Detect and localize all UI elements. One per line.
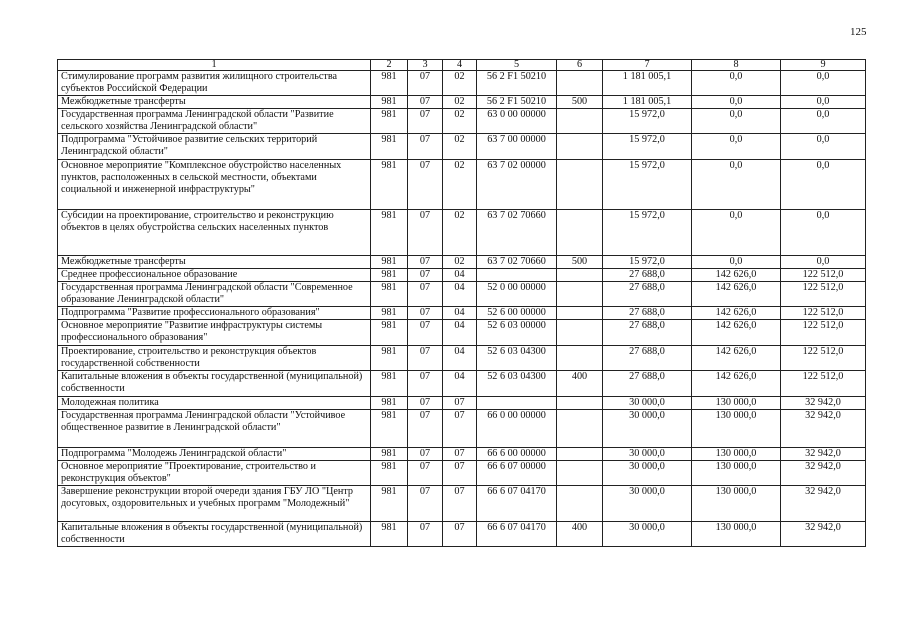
table-row — [58, 320, 866, 346]
row-value-cell — [557, 109, 603, 134]
row-value-cell: 07 — [408, 448, 443, 461]
row-value-cell: 63 7 00 00000 — [477, 134, 557, 160]
row-value-cell: 30 000,0 — [603, 397, 692, 410]
row-value-cell: 981 — [371, 160, 408, 210]
row-name-cell: Государственная программа Ленинградской области "Устойчивое общественное развитие в Ленинградской области" — [58, 410, 371, 448]
header-cell: 1 — [58, 60, 371, 71]
row-value-cell: 07 — [408, 256, 443, 269]
row-value-cell: 0,0 — [692, 96, 781, 109]
row-value-cell: 0,0 — [781, 109, 866, 134]
row-name-cell: Основное мероприятие "Проектирование, строительство и реконструкция объектов" — [58, 461, 371, 486]
row-value-cell: 02 — [443, 96, 477, 109]
row-value-cell: 1 181 005,1 — [603, 96, 692, 109]
row-value-cell: 04 — [443, 269, 477, 282]
row-value-cell: 02 — [443, 160, 477, 210]
row-value-cell — [557, 71, 603, 96]
row-value-cell: 0,0 — [781, 134, 866, 160]
row-value-cell — [557, 410, 603, 448]
row-value-cell: 02 — [443, 109, 477, 134]
row-name-cell: Основное мероприятие "Развитие инфраструктуры системы профессионального образования" — [58, 320, 371, 346]
row-value-cell: 32 942,0 — [781, 461, 866, 486]
row-value-cell: 15 972,0 — [603, 210, 692, 256]
row-name-cell: Среднее профессиональное образование — [58, 269, 371, 282]
row-value-cell — [557, 346, 603, 371]
row-value-cell: 0,0 — [692, 160, 781, 210]
row-value-cell: 130 000,0 — [692, 461, 781, 486]
row-value-cell: 15 972,0 — [603, 160, 692, 210]
row-value-cell: 27 688,0 — [603, 307, 692, 320]
budget-table — [57, 59, 866, 547]
row-value-cell: 07 — [443, 448, 477, 461]
row-value-cell: 981 — [371, 397, 408, 410]
row-value-cell: 30 000,0 — [603, 448, 692, 461]
row-value-cell: 30 000,0 — [603, 486, 692, 522]
row-value-cell — [557, 320, 603, 346]
row-value-cell: 130 000,0 — [692, 410, 781, 448]
row-value-cell — [557, 486, 603, 522]
row-value-cell: 0,0 — [692, 256, 781, 269]
row-value-cell: 500 — [557, 96, 603, 109]
row-value-cell: 981 — [371, 346, 408, 371]
table-row — [58, 486, 866, 522]
header-cell: 4 — [443, 60, 477, 71]
row-value-cell: 142 626,0 — [692, 346, 781, 371]
row-value-cell: 15 972,0 — [603, 109, 692, 134]
row-value-cell: 27 688,0 — [603, 282, 692, 307]
table-row — [58, 71, 866, 96]
row-value-cell: 122 512,0 — [781, 282, 866, 307]
row-value-cell: 0,0 — [692, 210, 781, 256]
row-name-cell: Подпрограмма "Молодежь Ленинградской области" — [58, 448, 371, 461]
row-value-cell: 122 512,0 — [781, 307, 866, 320]
row-value-cell: 63 7 02 70660 — [477, 210, 557, 256]
row-value-cell: 981 — [371, 282, 408, 307]
row-value-cell — [557, 160, 603, 210]
row-value-cell: 63 0 00 00000 — [477, 109, 557, 134]
row-value-cell: 04 — [443, 320, 477, 346]
table-row — [58, 448, 866, 461]
row-value-cell: 04 — [443, 346, 477, 371]
row-name-cell: Межбюджетные трансферты — [58, 96, 371, 109]
row-value-cell: 32 942,0 — [781, 410, 866, 448]
row-value-cell: 32 942,0 — [781, 522, 866, 547]
row-value-cell: 981 — [371, 256, 408, 269]
row-value-cell: 07 — [408, 109, 443, 134]
page-number: 125 — [850, 26, 867, 38]
row-name-cell: Подпрограмма "Развитие профессионального образования" — [58, 307, 371, 320]
table-row — [58, 256, 866, 269]
row-name-cell: Молодежная политика — [58, 397, 371, 410]
row-value-cell: 07 — [443, 410, 477, 448]
row-value-cell: 142 626,0 — [692, 307, 781, 320]
row-value-cell: 981 — [371, 448, 408, 461]
row-value-cell: 04 — [443, 282, 477, 307]
row-value-cell: 66 6 07 04170 — [477, 522, 557, 547]
row-value-cell — [477, 269, 557, 282]
row-value-cell: 04 — [443, 371, 477, 397]
row-value-cell: 130 000,0 — [692, 397, 781, 410]
row-value-cell: 02 — [443, 134, 477, 160]
row-value-cell: 32 942,0 — [781, 486, 866, 522]
header-cell: 9 — [781, 60, 866, 71]
row-value-cell: 981 — [371, 522, 408, 547]
table-row — [58, 96, 866, 109]
row-value-cell: 07 — [408, 210, 443, 256]
row-value-cell: 66 0 00 00000 — [477, 410, 557, 448]
row-value-cell: 07 — [408, 282, 443, 307]
row-value-cell: 07 — [408, 397, 443, 410]
table-row — [58, 397, 866, 410]
table-row — [58, 522, 866, 547]
row-value-cell: 07 — [408, 461, 443, 486]
row-value-cell — [557, 210, 603, 256]
row-value-cell: 07 — [408, 160, 443, 210]
row-value-cell: 1 181 005,1 — [603, 71, 692, 96]
row-value-cell — [557, 448, 603, 461]
row-value-cell: 981 — [371, 307, 408, 320]
row-value-cell: 56 2 F1 50210 — [477, 96, 557, 109]
row-value-cell: 400 — [557, 371, 603, 397]
row-name-cell: Завершение реконструкции второй очереди здания ГБУ ЛО "Центр досуговых, оздоровительных и учебных программ "Молодежный" — [58, 486, 371, 522]
row-value-cell — [477, 397, 557, 410]
table-body — [58, 71, 866, 547]
row-value-cell: 07 — [408, 320, 443, 346]
row-value-cell — [557, 307, 603, 320]
row-name-cell: Капитальные вложения в объекты государственной (муниципальной) собственности — [58, 371, 371, 397]
row-value-cell: 142 626,0 — [692, 371, 781, 397]
table-row — [58, 160, 866, 210]
row-value-cell: 0,0 — [692, 134, 781, 160]
row-value-cell: 63 7 02 70660 — [477, 256, 557, 269]
row-value-cell: 30 000,0 — [603, 410, 692, 448]
row-name-cell: Государственная программа Ленинградской области "Развитие сельского хозяйства Ленинградской области" — [58, 109, 371, 134]
row-value-cell: 07 — [408, 71, 443, 96]
table-row — [58, 410, 866, 448]
row-value-cell: 130 000,0 — [692, 486, 781, 522]
row-value-cell: 142 626,0 — [692, 320, 781, 346]
row-value-cell: 07 — [443, 397, 477, 410]
row-value-cell: 981 — [371, 461, 408, 486]
row-value-cell: 981 — [371, 269, 408, 282]
row-value-cell: 0,0 — [781, 71, 866, 96]
row-value-cell: 500 — [557, 256, 603, 269]
row-value-cell: 32 942,0 — [781, 397, 866, 410]
table-row — [58, 307, 866, 320]
row-value-cell: 52 0 00 00000 — [477, 282, 557, 307]
row-value-cell: 66 6 07 04170 — [477, 486, 557, 522]
row-value-cell: 30 000,0 — [603, 522, 692, 547]
row-value-cell: 07 — [408, 96, 443, 109]
row-value-cell: 0,0 — [692, 71, 781, 96]
row-value-cell — [557, 269, 603, 282]
row-value-cell: 981 — [371, 71, 408, 96]
row-value-cell: 130 000,0 — [692, 522, 781, 547]
row-value-cell: 07 — [443, 486, 477, 522]
row-name-cell: Стимулирование программ развития жилищного строительства субъектов Российской Федерации — [58, 71, 371, 96]
row-value-cell: 02 — [443, 71, 477, 96]
table-row — [58, 210, 866, 256]
row-value-cell: 07 — [443, 522, 477, 547]
row-value-cell: 02 — [443, 210, 477, 256]
row-value-cell: 981 — [371, 486, 408, 522]
row-value-cell: 981 — [371, 109, 408, 134]
row-value-cell: 07 — [408, 307, 443, 320]
row-value-cell: 981 — [371, 410, 408, 448]
row-value-cell: 142 626,0 — [692, 269, 781, 282]
row-value-cell: 07 — [408, 522, 443, 547]
table-row — [58, 282, 866, 307]
row-value-cell: 52 6 00 00000 — [477, 307, 557, 320]
table-row — [58, 109, 866, 134]
row-value-cell: 07 — [408, 486, 443, 522]
row-value-cell — [557, 282, 603, 307]
row-value-cell: 04 — [443, 307, 477, 320]
header-row — [58, 60, 866, 71]
row-value-cell: 52 6 03 04300 — [477, 346, 557, 371]
row-value-cell: 981 — [371, 134, 408, 160]
row-value-cell: 0,0 — [781, 210, 866, 256]
row-name-cell: Межбюджетные трансферты — [58, 256, 371, 269]
header-cell: 5 — [477, 60, 557, 71]
row-value-cell: 122 512,0 — [781, 371, 866, 397]
row-value-cell: 07 — [408, 410, 443, 448]
row-value-cell: 0,0 — [781, 256, 866, 269]
header-cell: 7 — [603, 60, 692, 71]
row-name-cell: Капитальные вложения в объекты государственной (муниципальной) собственности — [58, 522, 371, 547]
row-name-cell: Государственная программа Ленинградской области "Современное образование Ленинградской области" — [58, 282, 371, 307]
row-value-cell: 27 688,0 — [603, 346, 692, 371]
row-value-cell: 15 972,0 — [603, 256, 692, 269]
row-value-cell: 27 688,0 — [603, 269, 692, 282]
row-value-cell: 130 000,0 — [692, 448, 781, 461]
row-value-cell: 63 7 02 00000 — [477, 160, 557, 210]
row-value-cell: 32 942,0 — [781, 448, 866, 461]
row-value-cell: 0,0 — [781, 96, 866, 109]
row-name-cell: Субсидии на проектирование, строительство и реконструкцию объектов в целях обустройства сельских населенных пунктов — [58, 210, 371, 256]
row-value-cell: 07 — [408, 134, 443, 160]
row-value-cell: 66 6 00 00000 — [477, 448, 557, 461]
row-value-cell: 981 — [371, 320, 408, 346]
row-value-cell: 122 512,0 — [781, 269, 866, 282]
row-value-cell: 52 6 03 00000 — [477, 320, 557, 346]
row-value-cell: 52 6 03 04300 — [477, 371, 557, 397]
row-value-cell: 142 626,0 — [692, 282, 781, 307]
table-row — [58, 269, 866, 282]
row-value-cell: 15 972,0 — [603, 134, 692, 160]
row-value-cell: 66 6 07 00000 — [477, 461, 557, 486]
row-value-cell — [557, 134, 603, 160]
row-value-cell: 56 2 F1 50210 — [477, 71, 557, 96]
row-value-cell: 122 512,0 — [781, 346, 866, 371]
row-value-cell: 981 — [371, 96, 408, 109]
row-value-cell: 07 — [408, 346, 443, 371]
row-value-cell — [557, 461, 603, 486]
row-value-cell: 07 — [408, 269, 443, 282]
header-cell: 3 — [408, 60, 443, 71]
row-name-cell: Основное мероприятие "Комплексное обустройство населенных пунктов, расположенных в сельской местности, объектами социальной и инженерной инфраструктуры" — [58, 160, 371, 210]
table-row — [58, 134, 866, 160]
row-value-cell: 07 — [408, 371, 443, 397]
row-value-cell: 122 512,0 — [781, 320, 866, 346]
row-value-cell: 0,0 — [692, 109, 781, 134]
header-cell: 8 — [692, 60, 781, 71]
row-value-cell: 981 — [371, 371, 408, 397]
header-cell: 6 — [557, 60, 603, 71]
row-value-cell: 0,0 — [781, 160, 866, 210]
table-row — [58, 461, 866, 486]
row-value-cell: 02 — [443, 256, 477, 269]
row-value-cell: 30 000,0 — [603, 461, 692, 486]
row-name-cell: Подпрограмма "Устойчивое развитие сельских территорий Ленинградской области" — [58, 134, 371, 160]
row-value-cell: 27 688,0 — [603, 320, 692, 346]
row-name-cell: Проектирование, строительство и реконструкция объектов государственной собственности — [58, 346, 371, 371]
row-value-cell: 400 — [557, 522, 603, 547]
row-value-cell: 07 — [443, 461, 477, 486]
row-value-cell: 27 688,0 — [603, 371, 692, 397]
row-value-cell: 981 — [371, 210, 408, 256]
header-cell: 2 — [371, 60, 408, 71]
table-row — [58, 346, 866, 371]
row-value-cell — [557, 397, 603, 410]
table-row — [58, 371, 866, 397]
